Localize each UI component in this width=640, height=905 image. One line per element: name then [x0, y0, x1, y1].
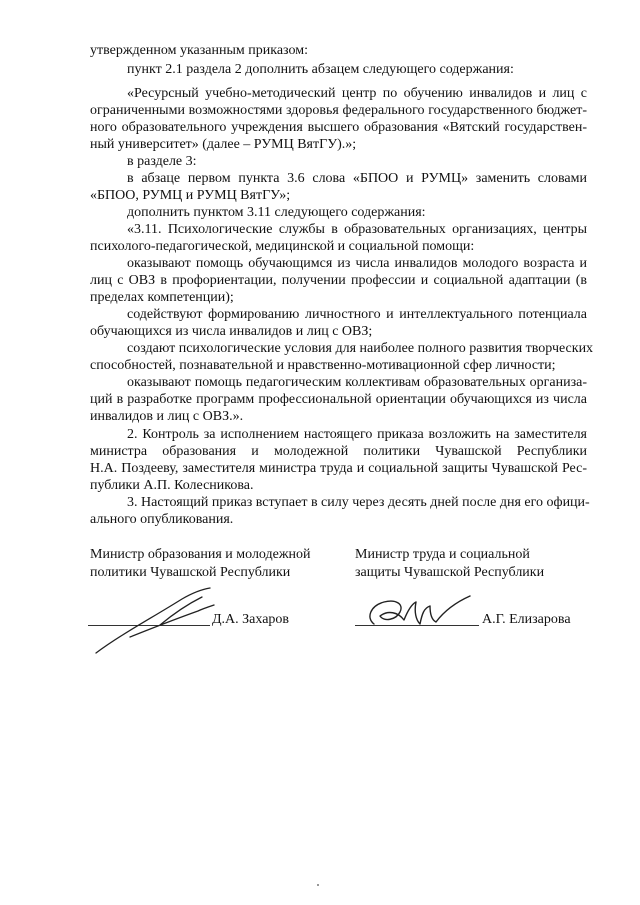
- signatory-name-left: Д.А. Захаров: [212, 612, 290, 627]
- text-line: Н.А. Поздееву, заместителя министра труда и социальной защиты Чувашской Рес-: [90, 461, 587, 476]
- text-line: «БПОО, РУМЦ и РУМЦ ВятГУ»;: [90, 188, 291, 203]
- handwritten-signature-left: [90, 585, 230, 657]
- text-line: ный университет» (далее – РУМЦ ВятГУ).»;: [90, 137, 357, 152]
- text-line: «3.11. Психологические службы в образовательных организациях, центры: [127, 222, 587, 237]
- text-line: утвержденном указанным приказом:: [90, 43, 308, 58]
- text-line: инвалидов и лиц с ОВЗ.».: [90, 409, 244, 424]
- text-line: министра образования и молодежной политики Чувашской Республики: [90, 444, 587, 459]
- text-line: ций в разработке программ профессиональной ориентации обучающихся из числа: [90, 392, 587, 407]
- handwritten-signature-right: [360, 590, 480, 634]
- text-line: дополнить пунктом 3.11 следующего содержания:: [127, 205, 426, 220]
- signatory-title-line2: защиты Чувашской Республики: [355, 565, 545, 580]
- signature-block-right: [355, 546, 544, 582]
- text-line: в абзаце первом пункта 3.6 слова «БПОО и РУМЦ» заменить словами: [127, 171, 587, 186]
- text-line: 2. Контроль за исполнением настоящего приказа возложить на заместителя: [127, 427, 587, 442]
- text-line: способностей, познавательной и нравственно-мотивационной сфер личности;: [90, 358, 556, 373]
- text-line: 3. Настоящий приказ вступает в силу через десять дней после дня его офици-: [127, 495, 590, 510]
- signature-block-left: [90, 546, 311, 582]
- signatory-title-line2: политики Чувашской Республики: [90, 565, 291, 580]
- text-line: лиц с ОВЗ в профориентации, получении профессии и социальной адаптации (в: [90, 273, 587, 288]
- signatory-name-right: А.Г. Елизарова: [482, 612, 571, 627]
- scan-speck: [317, 884, 319, 886]
- text-line: оказывают помощь обучающимся из числа инвалидов молодого возраста и: [127, 256, 587, 271]
- text-line: в разделе 3:: [127, 154, 197, 169]
- text-line: пределах компетенции);: [90, 290, 234, 305]
- text-line: содействуют формированию личностного и интеллектуального потенциала: [127, 307, 587, 322]
- text-line: ального опубликования.: [90, 512, 234, 527]
- signatory-title-line1: Министр труда и социальной: [355, 547, 530, 562]
- text-line: ограниченными возможностями здоровья федерального государственного бюджет-: [90, 103, 587, 118]
- text-line: создают психологические условия для наиболее полного развития творческих: [127, 341, 594, 356]
- signatory-title-line1: Министр образования и молодежной: [90, 547, 311, 562]
- text-line: обучающихся из числа инвалидов и лиц с ОВЗ;: [90, 324, 373, 339]
- text-line: пункт 2.1 раздела 2 дополнить абзацем следующего содержания:: [127, 62, 514, 77]
- text-line: ного образовательного учреждения высшего образования «Вятский государствен-: [90, 120, 587, 135]
- text-line: оказывают помощь педагогическим коллективам образовательных организа-: [127, 375, 587, 390]
- text-line: «Ресурсный учебно-методический центр по обучению инвалидов и лиц с: [127, 86, 587, 101]
- text-line: психолого-педагогической, медицинской и социальной помощи:: [90, 239, 475, 254]
- text-line: публики А.П. Колесникова.: [90, 478, 254, 493]
